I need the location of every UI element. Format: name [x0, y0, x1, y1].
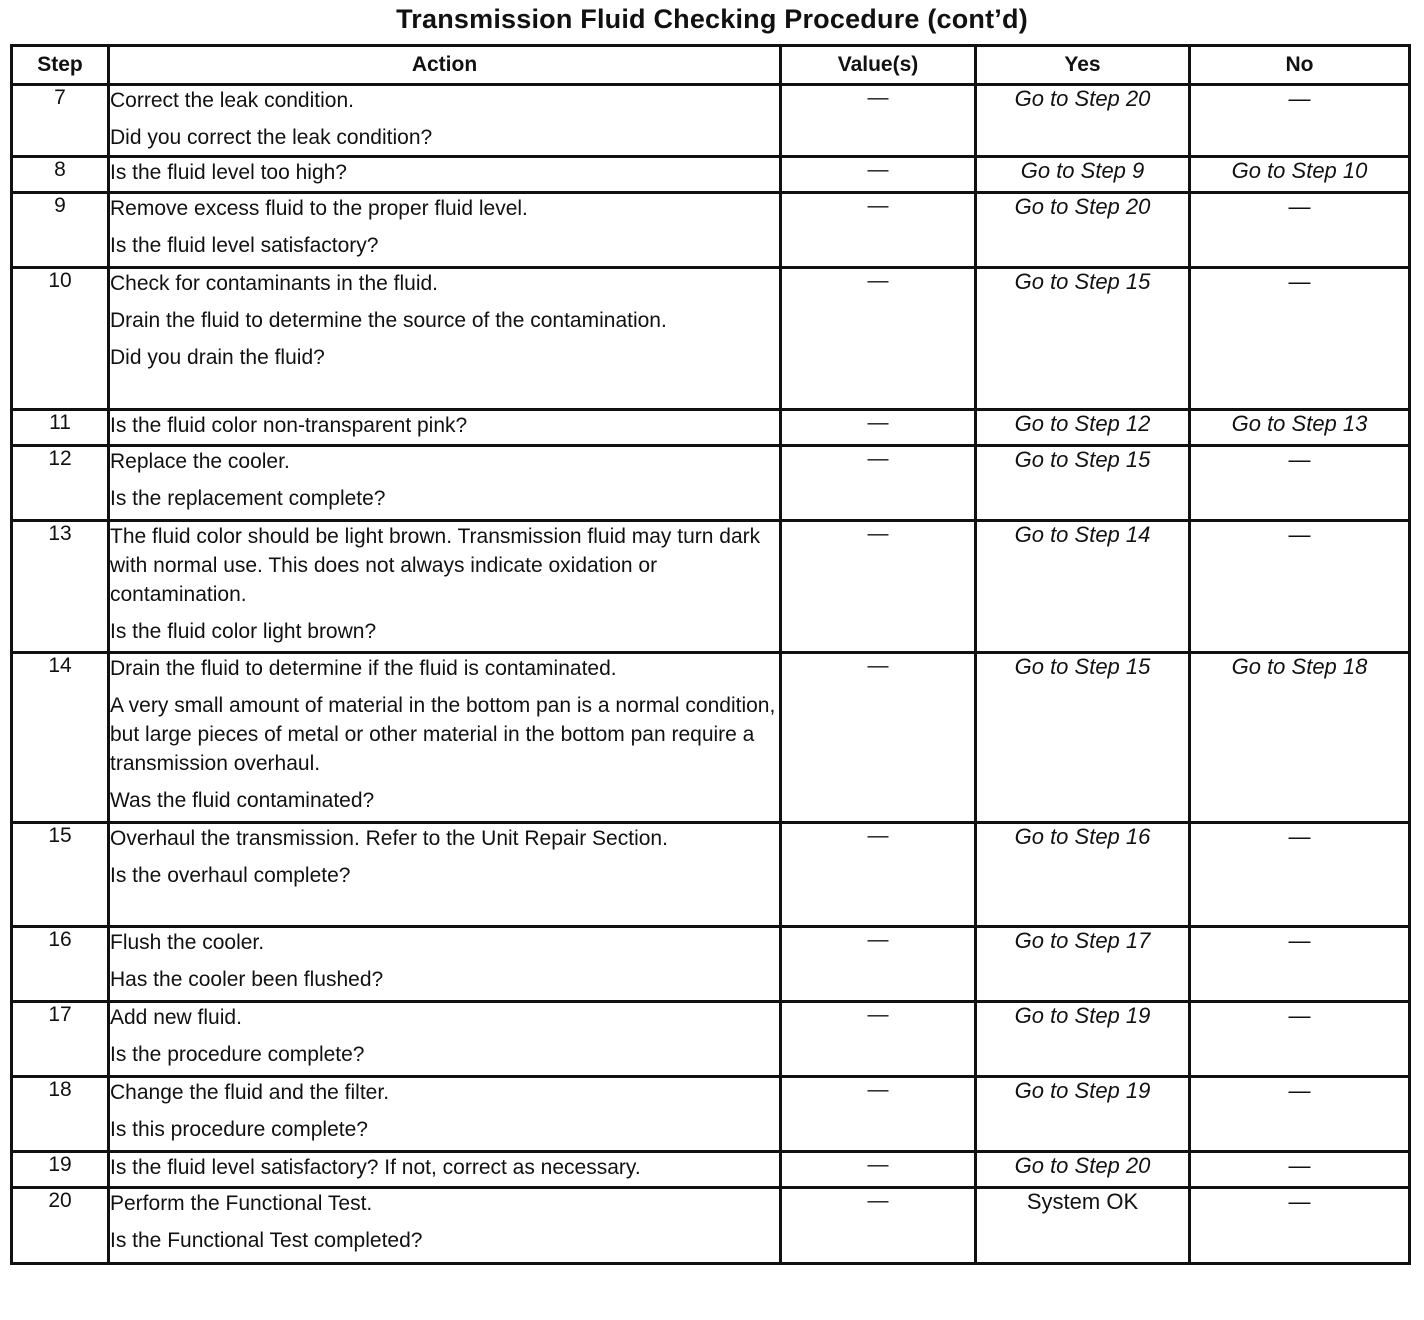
value-cell [781, 268, 976, 410]
table-row [12, 653, 1410, 823]
action-cell [109, 1002, 781, 1077]
action-cell [109, 1152, 781, 1188]
yes-cell [976, 1152, 1190, 1188]
page-title: Transmission Fluid Checking Procedure (cont’d) [396, 4, 1028, 34]
step-number: 17 [12, 1002, 109, 1077]
value-text: — [867, 1153, 889, 1176]
step-number: 15 [12, 823, 109, 927]
yes-result: Go to Step 20 [1014, 194, 1151, 219]
value-text: — [867, 1078, 889, 1101]
action-text: Is the fluid color light brown? [110, 620, 377, 643]
table-row [12, 823, 1410, 927]
no-cell [1190, 1077, 1410, 1152]
action-text: Is the fluid level satisfactory? If not, correct as necessary. [110, 1156, 641, 1179]
table-row [12, 521, 1410, 653]
action-text: Is the overhaul complete? [110, 864, 351, 887]
table-header-row [12, 46, 1410, 85]
step-number: 7 [12, 85, 109, 157]
no-result: — [1288, 1078, 1311, 1103]
table-row [12, 193, 1410, 268]
yes-cell [976, 85, 1190, 157]
value-text: — [867, 1003, 889, 1026]
action-cell [109, 268, 781, 410]
no-cell [1190, 193, 1410, 268]
step-number: 12 [12, 446, 109, 521]
action-text: Is the Functional Test completed? [110, 1229, 423, 1252]
action-text: Did you correct the leak condition? [110, 126, 433, 149]
action-text: Check for contaminants in the fluid. [110, 272, 439, 295]
no-cell [1190, 823, 1410, 927]
no-result: — [1288, 1189, 1311, 1214]
value-cell [781, 521, 976, 653]
table-row [12, 446, 1410, 521]
value-cell [781, 157, 976, 193]
value-cell [781, 410, 976, 446]
action-cell [109, 1077, 781, 1152]
action-text: Perform the Functional Test. [110, 1192, 373, 1215]
table-row [12, 157, 1410, 193]
no-cell [1190, 157, 1410, 193]
no-cell [1190, 521, 1410, 653]
header-no: No [1190, 46, 1410, 85]
value-cell [781, 446, 976, 521]
yes-cell [976, 927, 1190, 1002]
table-row [12, 1077, 1410, 1152]
action-cell [109, 410, 781, 446]
no-cell [1190, 1002, 1410, 1077]
no-cell [1190, 653, 1410, 823]
yes-result: Go to Step 20 [1014, 86, 1151, 111]
action-text: Correct the leak condition. [110, 89, 354, 112]
action-cell [109, 157, 781, 193]
value-text: — [867, 654, 889, 677]
header-yes: Yes [976, 46, 1190, 85]
action-text: Add new fluid. [110, 1006, 242, 1029]
action-text: Is the fluid color non-transparent pink? [110, 414, 468, 437]
no-result: — [1288, 824, 1311, 849]
value-cell [781, 1077, 976, 1152]
step-number: 14 [12, 653, 109, 823]
procedure-table [10, 44, 1411, 1265]
value-text: — [867, 447, 889, 470]
table-row [12, 1002, 1410, 1077]
table-row [12, 1152, 1410, 1188]
value-text: — [867, 1189, 889, 1212]
yes-result: Go to Step 15 [1014, 447, 1151, 472]
yes-result: Go to Step 15 [1014, 269, 1151, 294]
yes-cell [976, 1002, 1190, 1077]
value-cell [781, 85, 976, 157]
no-cell [1190, 85, 1410, 157]
action-cell [109, 927, 781, 1002]
no-cell [1190, 268, 1410, 410]
action-text: The fluid color should be light brown. Transmission fluid may turn dark with normal use. This does not always indicate oxidation or contamination. [110, 525, 761, 606]
step-number: 11 [12, 410, 109, 446]
yes-result: Go to Step 14 [1014, 522, 1151, 547]
yes-result: System OK [1026, 1189, 1139, 1214]
no-result: — [1288, 1003, 1311, 1028]
value-text: — [867, 411, 889, 434]
value-cell [781, 1002, 976, 1077]
action-text: Was the fluid contaminated? [110, 789, 375, 812]
no-cell [1190, 927, 1410, 1002]
no-result: — [1288, 522, 1311, 547]
no-result: — [1288, 86, 1311, 111]
action-text: Drain the fluid to determine the source of the contamination. [110, 309, 667, 332]
yes-cell [976, 268, 1190, 410]
no-result: — [1288, 194, 1311, 219]
yes-result: Go to Step 9 [1020, 158, 1145, 183]
yes-result: Go to Step 16 [1014, 824, 1151, 849]
yes-cell [976, 823, 1190, 927]
action-text: Is the fluid level too high? [110, 161, 347, 184]
value-cell [781, 1152, 976, 1188]
header-values: Value(s) [781, 46, 976, 85]
step-number: 10 [12, 268, 109, 410]
no-result: Go to Step 13 [1231, 411, 1368, 436]
no-result: Go to Step 18 [1231, 654, 1368, 679]
no-cell [1190, 1188, 1410, 1264]
action-cell [109, 521, 781, 653]
value-text: — [867, 158, 889, 181]
action-text: Drain the fluid to determine if the fluid is contaminated. [110, 657, 617, 680]
action-text: Is this procedure complete? [110, 1118, 368, 1141]
value-cell [781, 1188, 976, 1264]
no-cell [1190, 446, 1410, 521]
value-text: — [867, 86, 889, 109]
action-text: Remove excess fluid to the proper fluid level. [110, 197, 528, 220]
action-text: Is the procedure complete? [110, 1043, 365, 1066]
no-result: Go to Step 10 [1231, 158, 1368, 183]
table-row [12, 927, 1410, 1002]
yes-result: Go to Step 20 [1014, 1153, 1151, 1178]
yes-result: Go to Step 12 [1014, 411, 1151, 436]
table-row [12, 268, 1410, 410]
step-number: 9 [12, 193, 109, 268]
action-cell [109, 85, 781, 157]
no-result: — [1288, 928, 1311, 953]
action-text: Overhaul the transmission. Refer to the Unit Repair Section. [110, 827, 668, 850]
action-text: Flush the cooler. [110, 931, 265, 954]
yes-cell [976, 157, 1190, 193]
step-number: 18 [12, 1077, 109, 1152]
value-cell [781, 193, 976, 268]
yes-cell [976, 446, 1190, 521]
action-cell [109, 1188, 781, 1264]
no-result: — [1288, 269, 1311, 294]
yes-result: Go to Step 19 [1014, 1078, 1151, 1103]
table-body [12, 85, 1410, 1264]
no-result: — [1288, 1153, 1311, 1178]
value-text: — [867, 824, 889, 847]
table-row [12, 1188, 1410, 1264]
table-row [12, 410, 1410, 446]
step-number: 19 [12, 1152, 109, 1188]
table-row [12, 85, 1410, 157]
yes-result: Go to Step 15 [1014, 654, 1151, 679]
step-number: 16 [12, 927, 109, 1002]
step-number: 8 [12, 157, 109, 193]
value-text: — [867, 269, 889, 292]
action-cell [109, 446, 781, 521]
no-cell [1190, 410, 1410, 446]
value-text: — [867, 522, 889, 545]
action-text: Has the cooler been flushed? [110, 968, 384, 991]
header-step: Step [12, 46, 109, 85]
header-action: Action [109, 46, 781, 85]
yes-cell [976, 193, 1190, 268]
action-cell [109, 823, 781, 927]
action-text: A very small amount of material in the bottom pan is a normal condition, but large pieces of metal or other material in the bottom pan require a transmission overhaul. [110, 694, 776, 775]
yes-cell [976, 521, 1190, 653]
action-text: Is the replacement complete? [110, 487, 386, 510]
step-number: 13 [12, 521, 109, 653]
yes-cell [976, 1077, 1190, 1152]
no-result: — [1288, 447, 1311, 472]
action-text: Did you drain the fluid? [110, 346, 325, 369]
action-text: Is the fluid level satisfactory? [110, 234, 379, 257]
yes-cell [976, 1188, 1190, 1264]
value-cell [781, 653, 976, 823]
yes-result: Go to Step 19 [1014, 1003, 1151, 1028]
value-cell [781, 927, 976, 1002]
yes-cell [976, 410, 1190, 446]
value-cell [781, 823, 976, 927]
no-cell [1190, 1152, 1410, 1188]
step-number: 20 [12, 1188, 109, 1264]
action-cell [109, 653, 781, 823]
action-text: Replace the cooler. [110, 450, 290, 473]
value-text: — [867, 194, 889, 217]
yes-cell [976, 653, 1190, 823]
value-text: — [867, 928, 889, 951]
yes-result: Go to Step 17 [1014, 928, 1151, 953]
action-text: Change the fluid and the filter. [110, 1081, 390, 1104]
action-cell [109, 193, 781, 268]
